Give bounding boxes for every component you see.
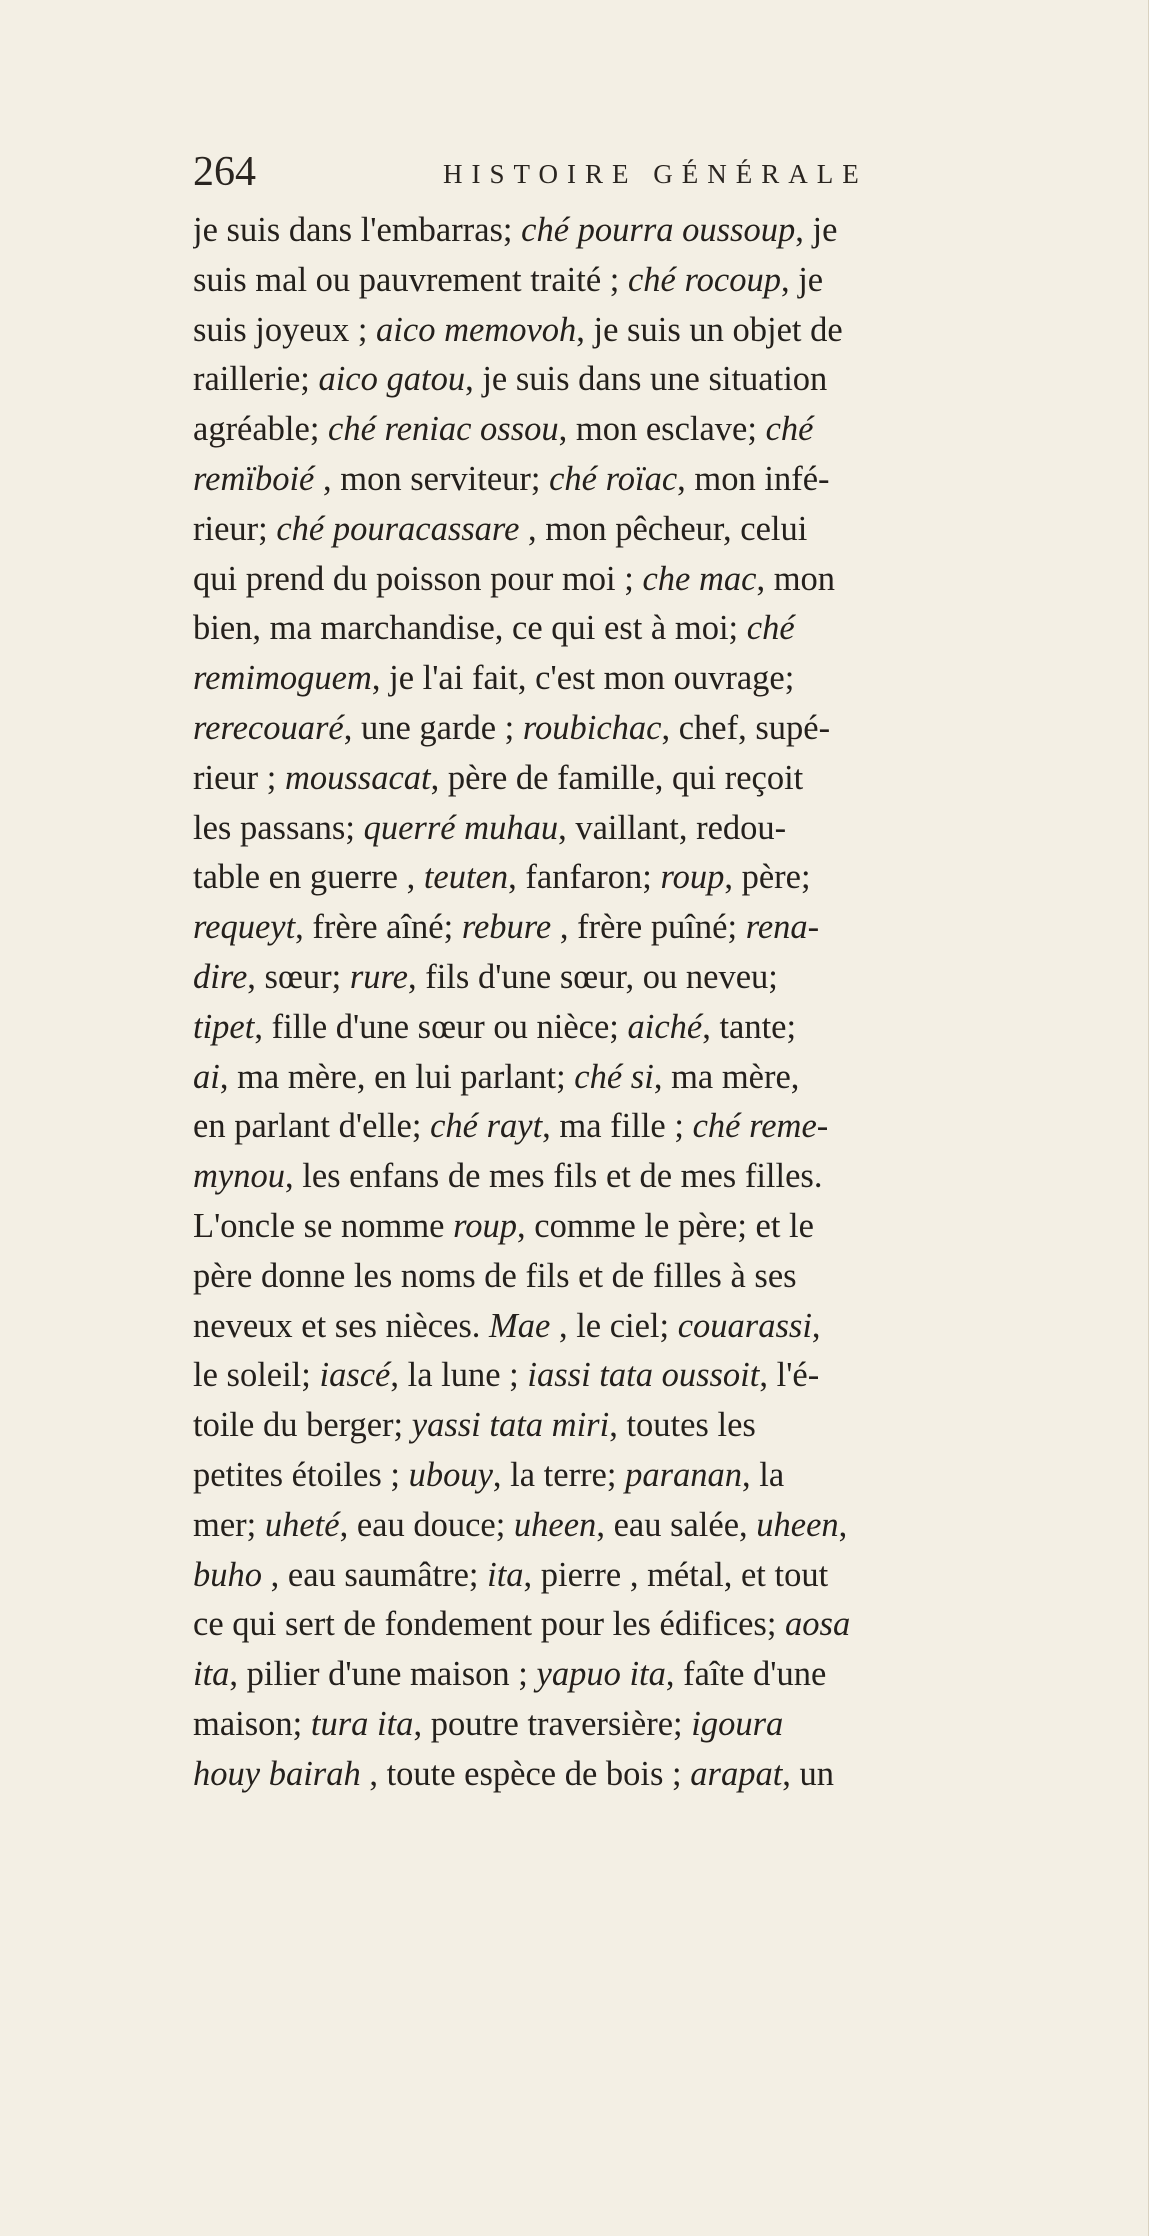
italic-term: ai <box>193 1057 220 1096</box>
italic-term: moussacat <box>284 758 431 797</box>
text-segment: , chef, supé- <box>661 708 831 747</box>
text-segment: , poutre traversière; <box>413 1704 692 1743</box>
text-segment: , père de famille, qui reçoit <box>430 758 804 797</box>
italic-term: iascé <box>319 1356 391 1395</box>
text-line <box>193 1053 1143 1103</box>
italic-term: teuten <box>423 858 509 897</box>
text-line <box>193 1451 1143 1501</box>
italic-term: ché pourra oussoup <box>521 211 796 249</box>
text-line <box>193 1401 1143 1451</box>
text-line <box>193 1102 1143 1152</box>
italic-term: roubichac <box>522 708 662 747</box>
running-title: HISTOIRE GÉNÉRALE <box>443 159 868 189</box>
text-segment: , ma fille ; <box>542 1107 693 1146</box>
text-line <box>193 953 1143 1003</box>
italic-term: aico gatou <box>318 360 466 399</box>
text-line <box>193 505 1143 555</box>
page-number: 264 <box>193 149 256 195</box>
text-line <box>193 206 1143 256</box>
italic-term: querré muhau <box>363 808 559 847</box>
text-line <box>193 1501 1143 1551</box>
text-segment: , je l'ai fait, c'est mon ouvrage; <box>371 659 795 698</box>
italic-term: roup <box>453 1206 518 1245</box>
italic-term: yassi tata miri <box>411 1406 610 1445</box>
italic-term: mynou <box>193 1157 285 1196</box>
italic-term: aosa <box>785 1605 851 1644</box>
italic-term: Mae <box>489 1306 551 1345</box>
text-segment: , les enfans de mes fils et de mes filles. <box>284 1157 823 1196</box>
text-line <box>193 804 1143 854</box>
text-line <box>193 555 1143 605</box>
text-line <box>193 704 1143 754</box>
text-segment: table en guerre , <box>193 858 424 897</box>
italic-term: tipet <box>193 1007 255 1046</box>
text-segment: , mon infé- <box>677 459 830 498</box>
italic-term: buho <box>193 1555 262 1594</box>
text-segment: , pilier d'une maison ; <box>229 1655 537 1694</box>
text-line <box>193 1600 1143 1650</box>
text-segment: , je <box>795 211 838 249</box>
text-line <box>193 1551 1143 1601</box>
italic-term: igoura <box>691 1704 784 1743</box>
text-segment: , je suis un objet de <box>576 310 843 349</box>
text-line <box>193 355 1143 405</box>
italic-term: rebure <box>461 908 552 947</box>
text-segment: , eau saumâtre; <box>262 1555 488 1594</box>
text-segment: bien, ma marchandise, ce qui est à moi; <box>193 609 747 648</box>
italic-term: paranan <box>625 1455 743 1494</box>
italic-term: ché rayt <box>430 1107 543 1146</box>
text-segment: , eau salée, <box>596 1505 757 1544</box>
italic-term: aico memovoh <box>376 310 577 349</box>
italic-term: uheen <box>756 1505 839 1544</box>
italic-term: houy bairah <box>193 1754 361 1793</box>
text-segment: , pierre , métal, et tout <box>523 1555 829 1594</box>
text-line <box>193 1202 1143 1252</box>
text-segment: en parlant d'elle; <box>193 1107 431 1146</box>
text-segment: , vaillant, redou- <box>558 808 787 847</box>
text-segment: suis joyeux ; <box>193 310 377 349</box>
text-segment: , un <box>782 1754 835 1793</box>
text-segment: , la <box>742 1455 785 1494</box>
text-segment: , frère puîné; <box>551 908 746 947</box>
text-segment: maison; <box>193 1704 311 1743</box>
text-segment: le soleil; <box>193 1356 320 1395</box>
italic-term: requeyt <box>193 908 296 947</box>
italic-term: remïboié <box>193 459 315 498</box>
text-segment: père donne les noms de fils et de filles à ses <box>193 1256 797 1295</box>
italic-term: ché <box>746 609 795 648</box>
text-line <box>193 1302 1143 1352</box>
text-segment: , mon pêcheur, celui <box>519 509 808 548</box>
text-segment: , <box>838 1505 848 1544</box>
text-segment: rieur ; <box>193 758 285 797</box>
text-line <box>193 256 1143 306</box>
text-segment: raillerie; <box>193 360 319 399</box>
text-segment: , la terre; <box>492 1455 626 1494</box>
text-segment: suis mal ou pauvrement traité ; <box>193 260 628 299</box>
italic-term: ché reniac ossou <box>328 410 559 449</box>
text-line <box>193 853 1143 903</box>
italic-term: ubouy <box>408 1455 493 1494</box>
italic-term: couarassi <box>677 1306 812 1345</box>
text-segment: , <box>811 1306 821 1345</box>
text-segment: , mon <box>756 559 836 598</box>
italic-term: aiché <box>627 1007 703 1046</box>
text-segment: , l'é- <box>759 1356 820 1395</box>
text-segment: , fille d'une sœur ou nièce; <box>254 1007 628 1046</box>
text-segment: rieur; <box>193 509 277 548</box>
text-segment: je suis dans l'embarras; <box>193 211 522 249</box>
text-segment: , une garde ; <box>343 708 523 747</box>
text-segment: , sœur; <box>247 957 350 996</box>
text-segment: , la lune ; <box>390 1356 528 1395</box>
text-line <box>193 1252 1143 1302</box>
text-line <box>193 306 1143 356</box>
body-text <box>193 206 1143 1800</box>
italic-term: ché rocoup <box>627 260 781 299</box>
text-segment: ce qui sert de fondement pour les édifices; <box>193 1605 786 1644</box>
italic-term: rerecouaré <box>193 708 344 747</box>
text-segment: , mon esclave; <box>558 410 766 449</box>
text-line <box>193 1700 1143 1750</box>
text-line <box>193 455 1143 505</box>
text-line <box>193 405 1143 455</box>
text-line <box>193 1650 1143 1700</box>
text-segment: agréable; <box>193 410 329 449</box>
text-line <box>193 1003 1143 1053</box>
text-line <box>193 1152 1143 1202</box>
text-line <box>193 654 1143 704</box>
italic-term: tura ita <box>310 1704 414 1743</box>
text-line <box>193 1750 1143 1800</box>
text-line <box>193 1351 1143 1401</box>
italic-term: ita <box>487 1555 524 1594</box>
text-segment: L'oncle se nomme <box>193 1206 454 1245</box>
italic-term: uheté <box>264 1505 340 1544</box>
text-line <box>193 903 1143 953</box>
text-line <box>193 604 1143 654</box>
italic-term: rure <box>349 957 408 996</box>
italic-term: ché roïac <box>549 459 678 498</box>
text-segment: , toutes les <box>609 1406 756 1445</box>
text-segment: , faîte d'une <box>665 1655 827 1694</box>
italic-term: dire <box>193 957 248 996</box>
text-segment: , comme le père; et le <box>517 1206 814 1245</box>
italic-term: iassi tata oussoit <box>527 1356 760 1395</box>
italic-term: arapat <box>690 1754 783 1793</box>
italic-term: rena- <box>745 908 820 947</box>
italic-term: ché reme- <box>692 1107 829 1146</box>
italic-term: uheen <box>513 1505 597 1544</box>
text-segment: qui prend du poisson pour moi ; <box>193 559 643 598</box>
page-edge <box>1148 0 1166 2236</box>
text-segment: , eau douce; <box>339 1505 514 1544</box>
page-header <box>193 150 1143 194</box>
italic-term: ché <box>765 410 814 449</box>
text-segment: , toute espèce de bois ; <box>360 1754 691 1793</box>
text-segment: , ma mère, <box>653 1057 800 1096</box>
italic-term: yapuo ita <box>536 1655 666 1694</box>
text-segment: , frère aîné; <box>295 908 462 947</box>
text-segment: , tante; <box>702 1007 797 1046</box>
text-segment: les passans; <box>193 808 364 847</box>
text-line <box>193 754 1143 804</box>
text-segment: neveux et ses nièces. <box>193 1306 490 1345</box>
italic-term: ché si <box>574 1057 654 1096</box>
italic-term: roup <box>660 858 725 897</box>
text-segment: mer; <box>193 1505 265 1544</box>
italic-term: che mac <box>642 559 757 598</box>
text-segment: , ma mère, en lui parlant; <box>219 1057 575 1096</box>
text-segment: toile du berger; <box>193 1406 412 1445</box>
italic-term: ita <box>193 1655 230 1694</box>
text-segment: , fils d'une sœur, ou neveu; <box>407 957 778 996</box>
text-segment: , le ciel; <box>550 1306 678 1345</box>
text-segment: , père; <box>724 858 811 897</box>
text-segment: , mon serviteur; <box>314 459 550 498</box>
italic-term: remimoguem <box>193 659 372 698</box>
text-segment: petites étoiles ; <box>193 1455 409 1494</box>
text-segment: , je suis dans une situation <box>465 360 828 399</box>
text-segment: , je <box>780 260 824 299</box>
text-segment: , fanfaron; <box>508 858 661 897</box>
italic-term: ché pouracassare <box>276 509 520 548</box>
